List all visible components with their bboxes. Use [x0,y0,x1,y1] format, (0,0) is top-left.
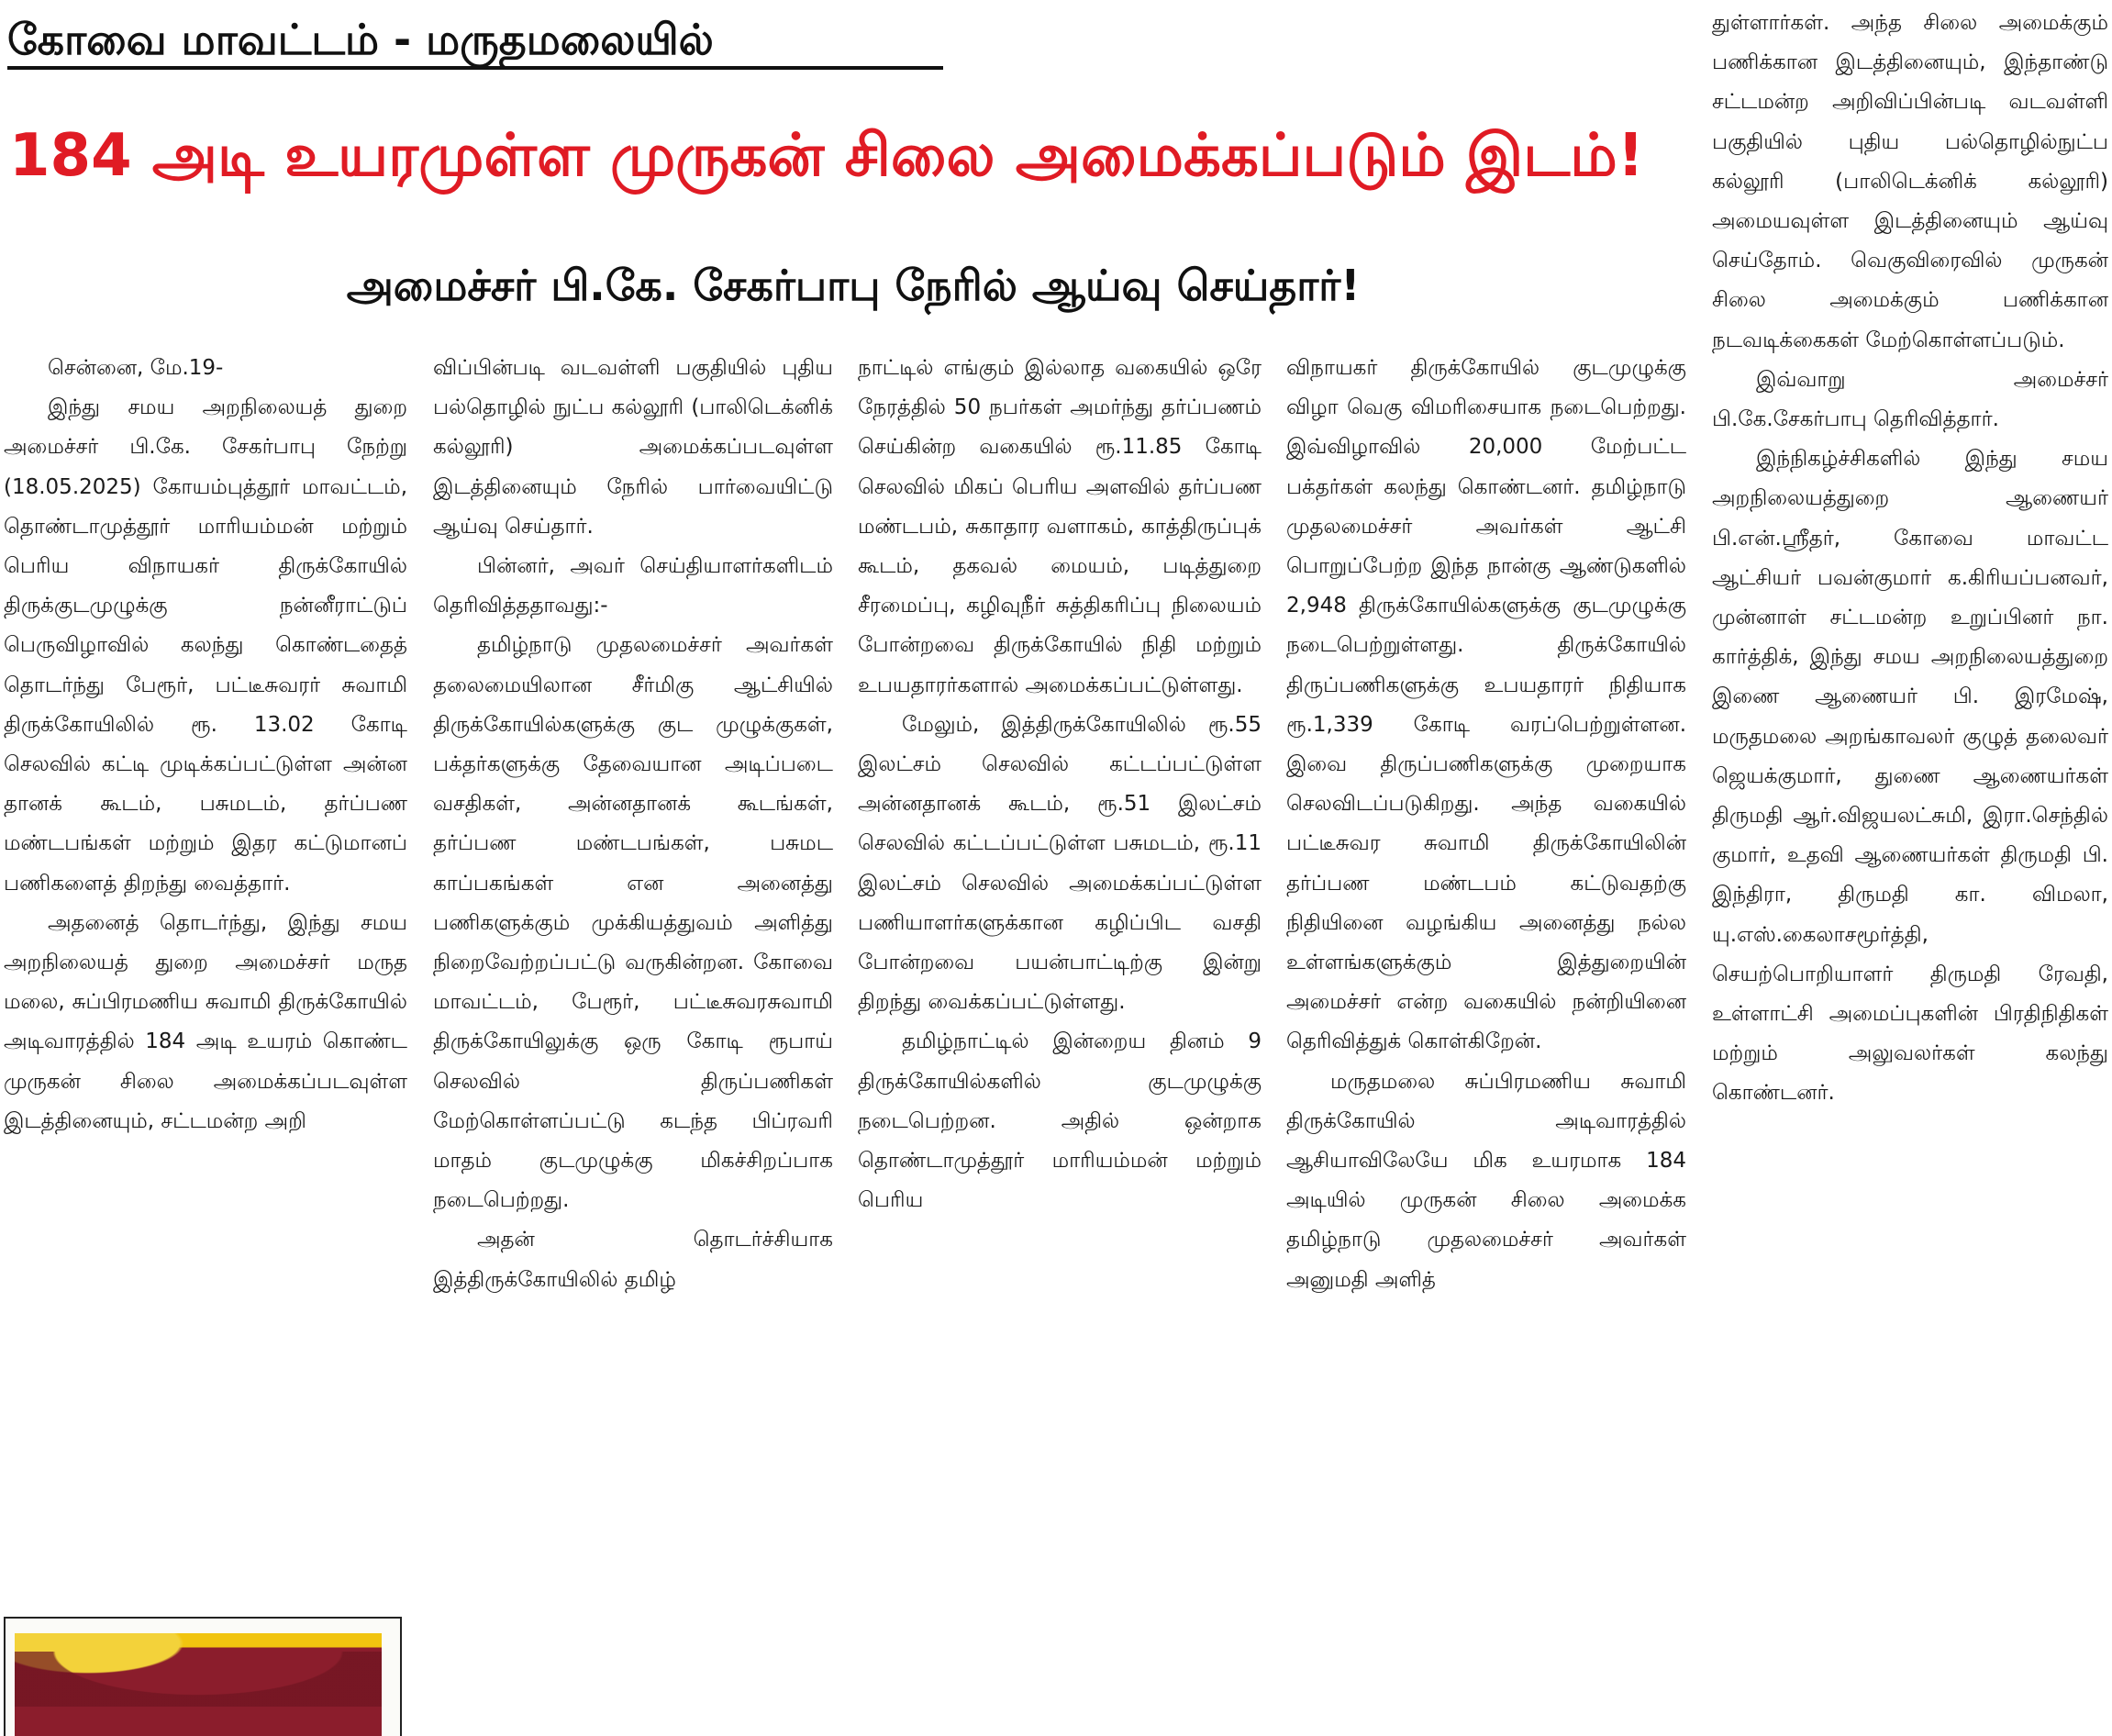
article-column-2 [433,349,833,1734]
article-column-3 [858,349,1262,1734]
kicker: கோவை மாவட்டம் - மருதமலையில் [7,15,714,64]
paragraph: தமிழ்நாட்டில் இன்றைய தினம் 9 திருக்கோயில்களில் குடமுழுக்கு நடைபெற்றன. அதில் ஒன்றாக தொண்டாமுத்தூர் மாரியம்மன் மற்றும் பெரிய [858,1029,1262,1213]
paragraph: பின்னர், அவர் செய்தியாளர்களிடம் தெரிவித்ததாவது:- [433,554,833,618]
paragraph: இந்நிகழ்ச்சிகளில் இந்து சமய அறநிலையத்துறை ஆணையர் பி.என்.ஸ்ரீதர், கோவை மாவட்ட ஆட்சியர் பவன்குமார் க.கிரியப்பனவர், முன்னாள் சட்டமன்ற உறுப்பினர் நா. கார்த்திக், இந்து சமய அறநிலையத்துறை இணை ஆணையர் பி. இரமேஷ், மருதமலை அறங்காவலர் குழுத் தலைவர் ஜெயக்குமார், துணை ஆணையர்கள் திருமதி ஆர்.விஜயலட்சுமி, இரா.செந்தில் குமார், உதவி ஆணையர்கள் திருமதி பி. இந்திரா, திருமதி கா. விமலா, யு.எஸ்.கைலாசமூர்த்தி, செயற்பொறியாளர் திருமதி ரேவதி, உள்ளாட்சி அமைப்புகளின் பிரதிநிதிகள் மற்றும் அலுவலர்கள் கலந்து கொண்டனர். [1712,447,2108,1106]
paragraph: விப்பின்படி வடவள்ளி பகுதியில் புதிய பல்தொழில் நுட்ப கல்லூரி (பாலிடெக்னிக் கல்லூரி) அமைக்கப்படவுள்ள இடத்தினையும் நேரில் பார்வையிட்டு ஆய்வு செய்தார். [433,356,833,539]
article-column-4 [1286,349,1686,1734]
paragraph: இந்து சமய அறநிலையத் துறை அமைச்சர் பி.கே. சேகர்பாபு நேற்று (18.05.2025) கோயம்புத்தூர் மாவட்டம், தொண்டாமுத்தூர் மாரியம்மன் மற்றும் பெரிய விநாயகர் திருக்கோயில் திருக்குடமுழுக்கு நன்னீராட்டுப் பெருவிழாவில் கலந்து கொண்டதைத் தொடர்ந்து பேரூர், பட்டீசுவரர் சுவாமி திருக்கோயிலில் ரூ. 13.02 கோடி செலவில் கட்டி முடிக்கப்பட்டுள்ள அன்ன தானக் கூடம், பசுமடம், தர்ப்பண மண்டபங்கள் மற்றும் இதர கட்டுமானப் பணிகளைத் திறந்து வைத்தார். [4,395,407,896]
subheadline: அமைச்சர் பி.கே. சேகர்பாபு நேரில் ஆய்வு செய்தார்! [346,261,1361,310]
kicker-underline [7,66,943,70]
article-column-1 [4,349,407,1587]
stage-drape-swag [15,1652,382,1707]
paragraph: துள்ளார்கள். அந்த சிலை அமைக்கும் பணிக்கான இடத்தினையும், இந்தாண்டு சட்டமன்ற அறிவிப்பின்படி வடவள்ளி பகுதியில் புதிய பல்தொழில்நுட்ப கல்லூரி (பாலிடெக்னிக் கல்லூரி) அமையவுள்ள இடத்தினையும் ஆய்வு செய்தோம். வெகுவிரைவில் முருகன் சிலை அமைக்கும் பணிக்கான நடவடிக்கைகள் மேற்கொள்ளப்படும். [1712,11,2108,352]
paragraph: மருதமலை சுப்பிரமணிய சுவாமி திருக்கோயில் அடிவாரத்தில் ஆசியாவிலேயே மிக உயரமாக 184 அடியில் முருகன் சிலை அமைக்க தமிழ்நாடு முதலமைச்சர் அவர்கள் அனுமதி அளித் [1286,1069,1686,1292]
paragraph: விநாயகர் திருக்கோயில் குடமுழுக்கு விழா வெகு விமரிசையாக நடைபெற்றது. இவ்விழாவில் 20,000 மேற்பட்ட பக்தர்கள் கலந்து கொண்டனர். தமிழ்நாடு முதலமைச்சர் அவர்கள் ஆட்சி பொறுப்பேற்ற இந்த நான்கு ஆண்டுகளில் 2,948 திருக்கோயில்களுக்கு குடமுழுக்கு நடைபெற்றுள்ளது. திருக்கோயில் திருப்பணிகளுக்கு உபயதாரர் நிதியாக ரூ.1,339 கோடி வரப்பெற்றுள்ளன. இவை திருப்பணிகளுக்கு முறையாக செலவிடப்படுகிறது. அந்த வகையில் பட்டீசுவர சுவாமி திருக்கோயிலின் தர்ப்பண மண்டபம் கட்டுவதற்கு நிதியினை வழங்கிய அனைத்து நல்ல உள்ளங்களுக்கும் இத்துறையின் அமைச்சர் என்ற வகையில் நன்றியினை தெரிவித்துக் கொள்கிறேன். [1286,356,1686,1054]
headline: 184 அடி உயரமுள்ள முருகன் சிலை அமைக்கப்படும் இடம்! [9,122,1644,190]
paragraph: மேலும், இத்திருக்கோயிலில் ரூ.55 இலட்சம் செலவில் கட்டப்பட்டுள்ள அன்னதானக் கூடம், ரூ.51 இலட்சம் செலவில் கட்டப்பட்டுள்ள பசுமடம், ரூ.11 இலட்சம் செலவில் அமைக்கப்பட்டுள்ள பணியாளர்களுக்கான கழிப்பிட வசதி போன்றவை பயன்பாட்டிற்கு இன்று திறந்து வைக்கப்பட்டுள்ளது. [858,712,1262,1015]
paragraph: நாட்டில் எங்கும் இல்லாத வகையில் ஒரே நேரத்தில் 50 நபர்கள் அமர்ந்து தர்ப்பணம் செய்கின்ற வகையில் ரூ.11.85 கோடி செலவில் மிகப் பெரிய அளவில் தர்ப்பண மண்டபம், சுகாதார வளாகம், காத்திருப்புக் கூடம், தகவல் மையம், படித்துறை சீரமைப்பு, கழிவுநீர் சுத்திகரிப்பு நிலையம் போன்றவை திருக்கோயில் நிதி மற்றும் உபயதாரர்களால் அமைக்கப்பட்டுள்ளது. [858,356,1262,697]
article-photo [4,1617,402,1736]
paragraph: அதனைத் தொடர்ந்து, இந்து சமய அறநிலையத் துறை அமைச்சர் மருத மலை, சுப்பிரமணிய சுவாமி திருக்கோயில் அடிவாரத்தில் 184 அடி உயரம் கொண்ட முருகன் சிலை அமைக்கப்படவுள்ள இடத்தினையும், சட்டமன்ற அறி [4,910,407,1133]
paragraph: தமிழ்நாடு முதலமைச்சர் அவர்கள் தலைமையிலான சீர்மிகு ஆட்சியில் திருக்கோயில்களுக்கு குட முழுக்குகள், பக்தர்களுக்கு தேவையான அடிப்படை வசதிகள், அன்னதானக் கூடங்கள், தர்ப்பண மண்டபங்கள், பசுமட காப்பகங்கள் என அனைத்து பணிகளுக்கும் முக்கியத்துவம் அளித்து நிறைவேற்றப்பட்டு வருகின்றன. கோவை மாவட்டம், பேரூர், பட்டீசுவரசுவாமி திருக்கோயிலுக்கு ஒரு கோடி ரூபாய் செலவில் திருப்பணிகள் மேற்கொள்ளப்பட்டு கடந்த பிப்ரவரி மாதம் குடமுழுக்கு மிகச்சிறப்பாக நடைபெற்றது. [433,633,833,1213]
dateline: சென்னை, மே.19- [48,356,224,380]
paragraph: இவ்வாறு அமைச்சர் பி.கே.சேகர்பாபு தெரிவித்தார். [1712,367,2108,432]
paragraph: அதன் தொடர்ச்சியாக இத்திருக்கோயிலில் தமிழ் [433,1228,833,1292]
article-column-5 [1712,4,2108,1734]
